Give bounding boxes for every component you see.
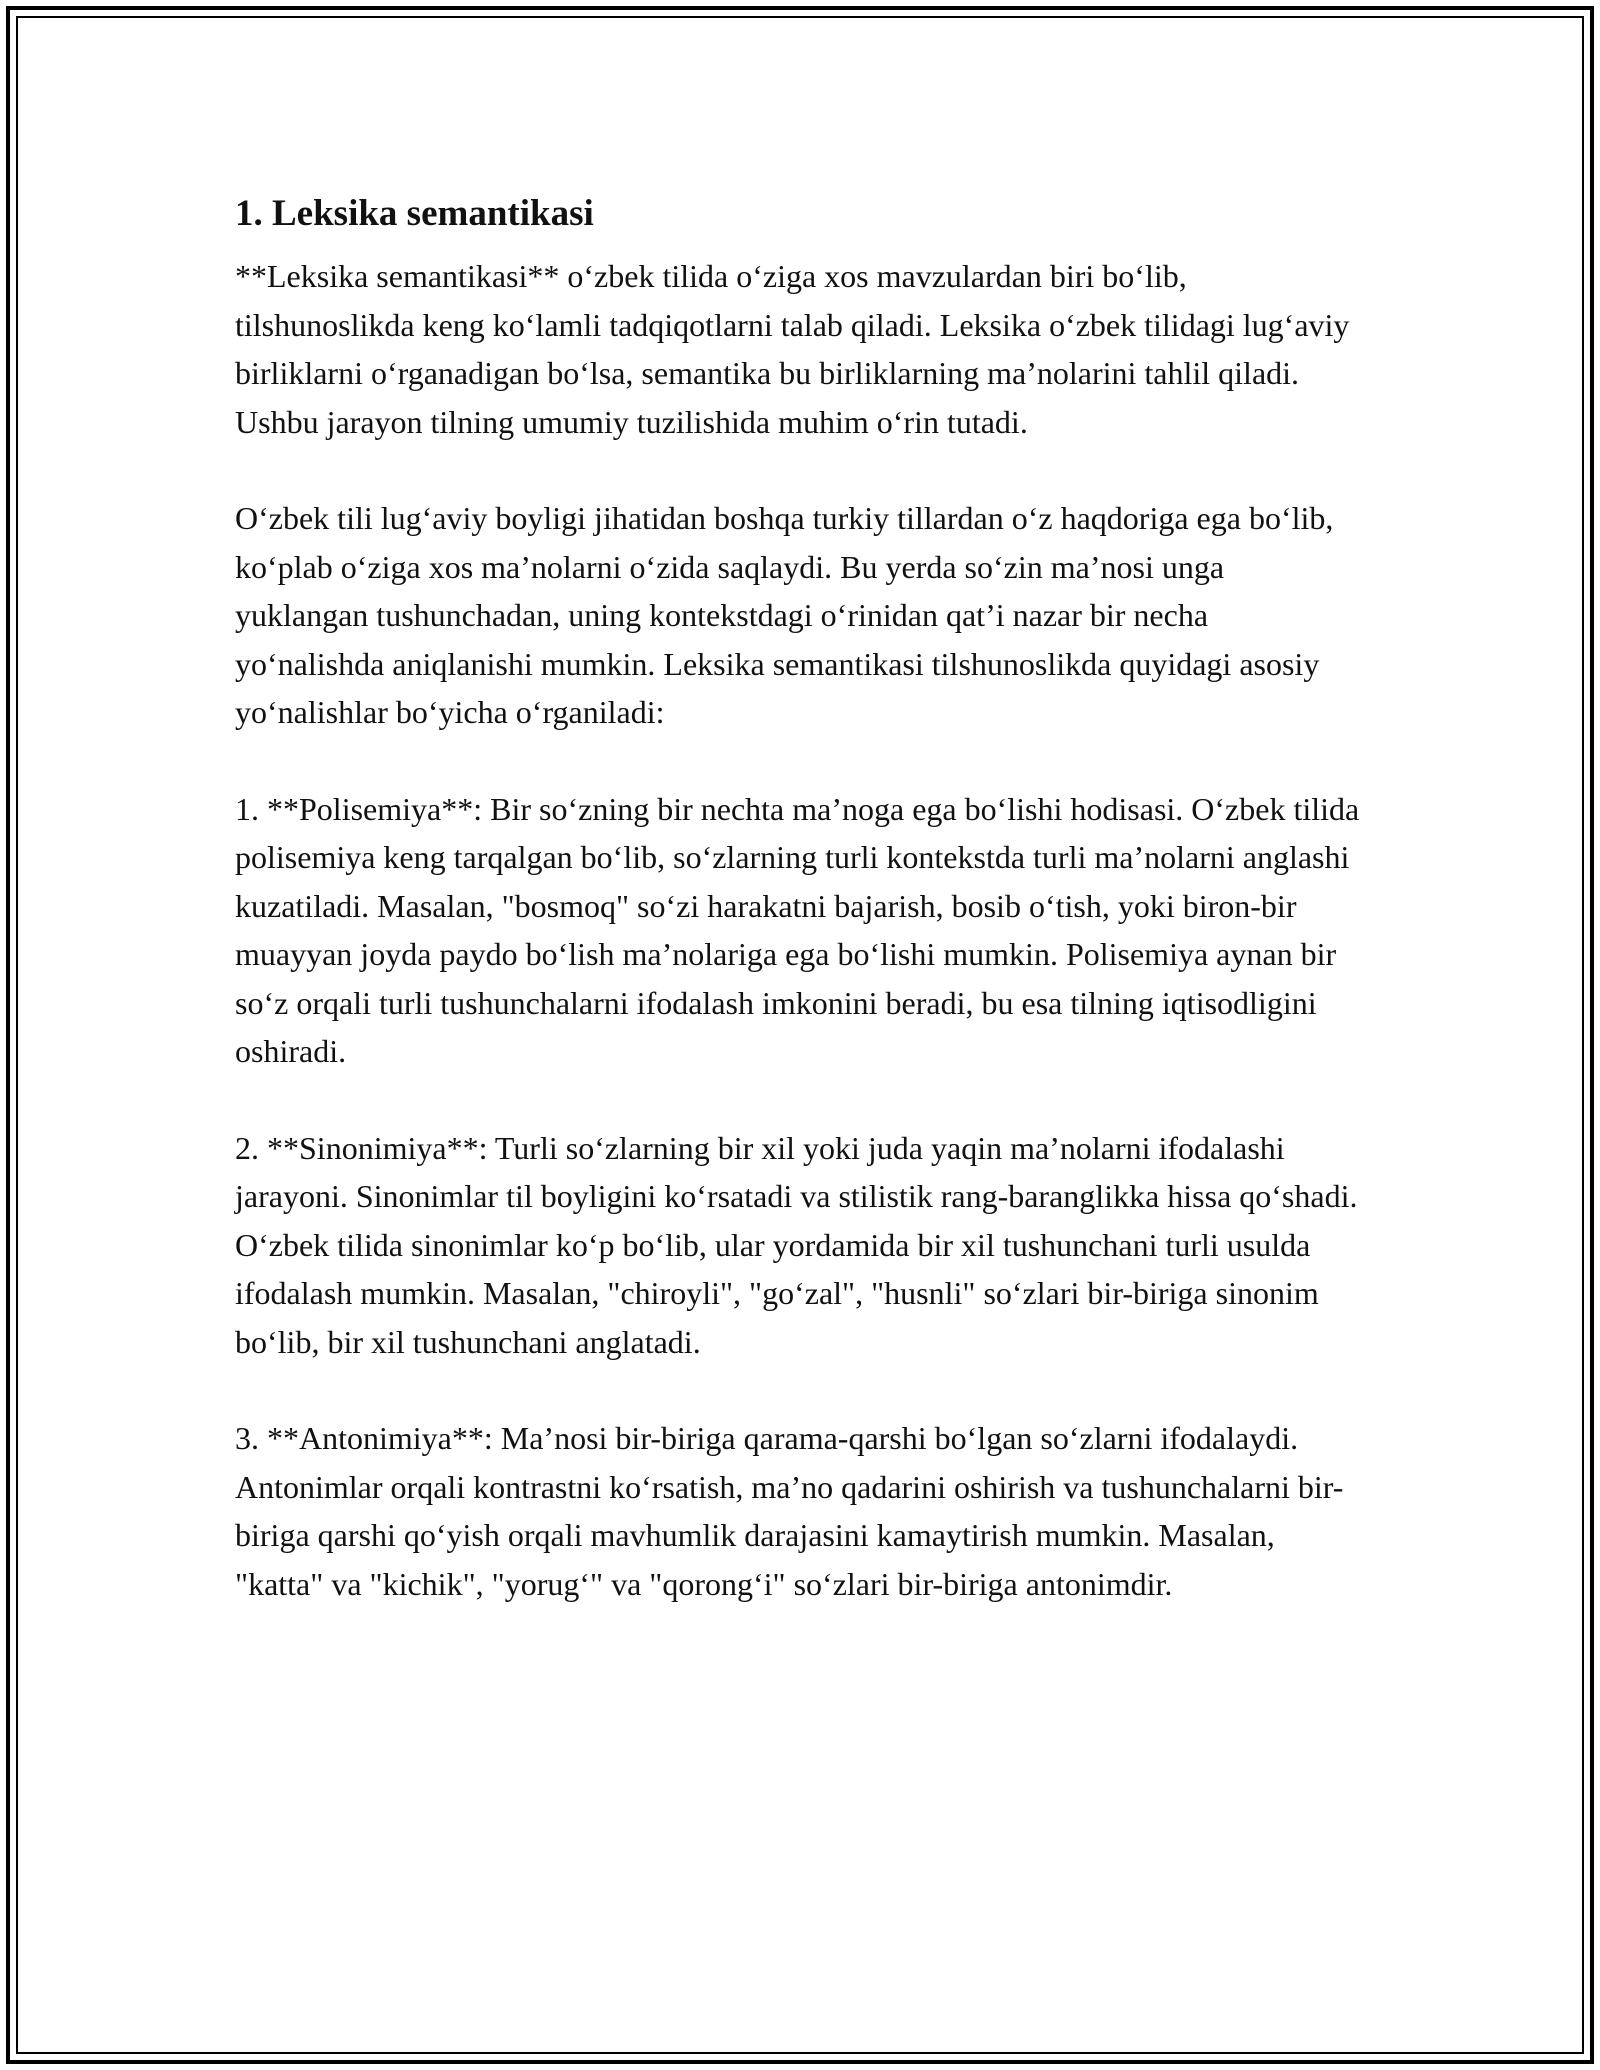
document-body (235, 186, 1365, 1656)
paragraph-overview: Oʻzbek tili lugʻaviy boyligi jihatidan boshqa turkiy tillardan oʻz haqdoriga ega boʻlib, koʻplab oʻziga xos maʼnolarni oʻzida saqlaydi. Bu yerda soʻzin maʼnosi unga yuklangan tushunchadan, uning kontekstdagi oʻrinidan qatʼi nazar bir necha yoʻnalishda aniqlanishi mumkin. Leksika semantikasi tilshunoslikda quyidagi asosiy yoʻnalishlar boʻyicha oʻrganiladi: (235, 500, 1334, 730)
paragraph-polisemiya: 1. **Polisemiya**: Bir soʻzning bir nechta maʼnoga ega boʻlishi hodisasi. Oʻzbek tilida polisemiya keng tarqalgan boʻlib, soʻzlarning turli kontekstda turli maʼnolarni anglashi kuzatiladi. Masalan, "bosmoq" soʻzi harakatni bajarish, bosib oʻtish, yoki biron-bir muayyan joyda paydo boʻlish maʼnolariga ega boʻlishi mumkin. Polisemiya aynan bir soʻz orqali turli tushunchalarni ifodalash imkonini beradi, bu esa tilning iqtisodligini oshiradi. (235, 790, 1360, 1069)
paragraph-antonimiya: 3. **Antonimiya**: Maʼnosi bir-biriga qarama-qarshi boʻlgan soʻzlarni ifodalaydi. Antonimlar orqali kontrastni koʻrsatish, maʼno qadarini oshirish va tushunchalarni bir-biriga qarshi qoʻyish orqali mavhumlik darajasini kamaytirish mumkin. Masalan, "katta" va "kichik", "yorugʻ" va "qorongʻi" soʻzlari bir-biriga antonimdir. (235, 1420, 1344, 1602)
paragraph-intro: **Leksika semantikasi** oʻzbek tilida oʻziga xos mavzulardan biri boʻlib, tilshunoslikda keng koʻlamli tadqiqotlarni talab qiladi. Leksika oʻzbek tilidagi lugʻaviy birliklarni oʻrganadigan boʻlsa, semantika bu birliklarning maʼnolarini tahlil qiladi. Ushbu jarayon tilning umumiy tuzilishida muhim oʻrin tutadi. (235, 258, 1350, 440)
paragraph-sinonimiya: 2. **Sinonimiya**: Turli soʻzlarning bir xil yoki juda yaqin maʼnolarni ifodalashi jarayoni. Sinonimlar til boyligini koʻrsatadi va stilistik rang-baranglikka hissa qoʻshadi. Oʻzbek tilida sinonimlar koʻp boʻlib, ular yordamida bir xil tushunchani turli usulda ifodalash mumkin. Masalan, "chiroyli", "goʻzal", "husnli" soʻzlari bir-biriga sinonim boʻlib, bir xil tushunchani anglatadi. (235, 1129, 1358, 1360)
section-heading: 1. Leksika semantikasi (235, 193, 594, 234)
